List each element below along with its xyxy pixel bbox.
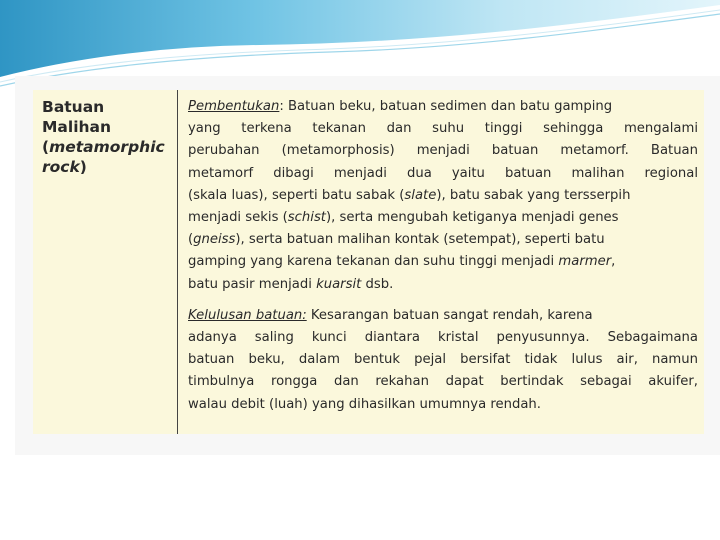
paragraph-line: adanya saling kunci diantara kristal penyusunnya. Sebagaimana [188, 330, 698, 346]
paragraph-line: metamorf dibagi menjadi dua yaitu batuan malihan regional [188, 165, 698, 181]
rock-title-line: (metamorphic [42, 138, 165, 156]
paragraph-line: menjadi sekis (schist), serta mengubah ketiganya menjadi genes [188, 210, 619, 226]
pembentukan-heading: Pembentukan [188, 99, 280, 114]
rock-title-line: rock) [42, 158, 87, 176]
paragraph-line: walau debit (luah) yang dihasilkan umumnya rendah. [188, 396, 541, 412]
paragraph-line: yang terkena tekanan dan suhu tinggi sehingga mengalami [188, 121, 698, 137]
rock-info-table [33, 90, 704, 434]
paragraph-line: gamping yang karena tekanan dan suhu tinggi menjadi marmer, [188, 254, 616, 270]
paragraph-line: batu pasir menjadi kuarsit dsb. [188, 276, 394, 292]
paragraph-line: batuan beku, dalam bentuk pejal bersifat tidak lulus air, namun [188, 352, 698, 368]
paragraph-line: (gneiss), serta batuan malihan kontak (setempat), seperti batu [188, 232, 605, 248]
paragraph-line: timbulnya rongga dan rekahan dapat bertindak sebagai akuifer, [188, 374, 698, 390]
paragraph-line: perubahan (metamorphosis) menjadi batuan metamorf. Batuan [188, 143, 698, 159]
rock-title-line: Malihan [42, 118, 112, 136]
paragraph-line: Kelulusan batuan: Kesarangan batuan sangat rendah, karena [188, 307, 593, 323]
paragraph-spacer [188, 296, 704, 305]
slide-bottom-area [0, 455, 720, 540]
paragraph-line: Pembentukan: Batuan beku, batuan sedimen dan batu gamping [188, 99, 613, 114]
rock-description-cell [179, 90, 704, 434]
rock-type-cell [33, 90, 178, 434]
paragraph-line: (skala luas), seperti batu sabak (slate), batu sabak yang tersserpih [188, 187, 631, 203]
rock-title-line: Batuan [42, 98, 105, 116]
kelulusan-heading: Kelulusan batuan: [188, 307, 307, 323]
